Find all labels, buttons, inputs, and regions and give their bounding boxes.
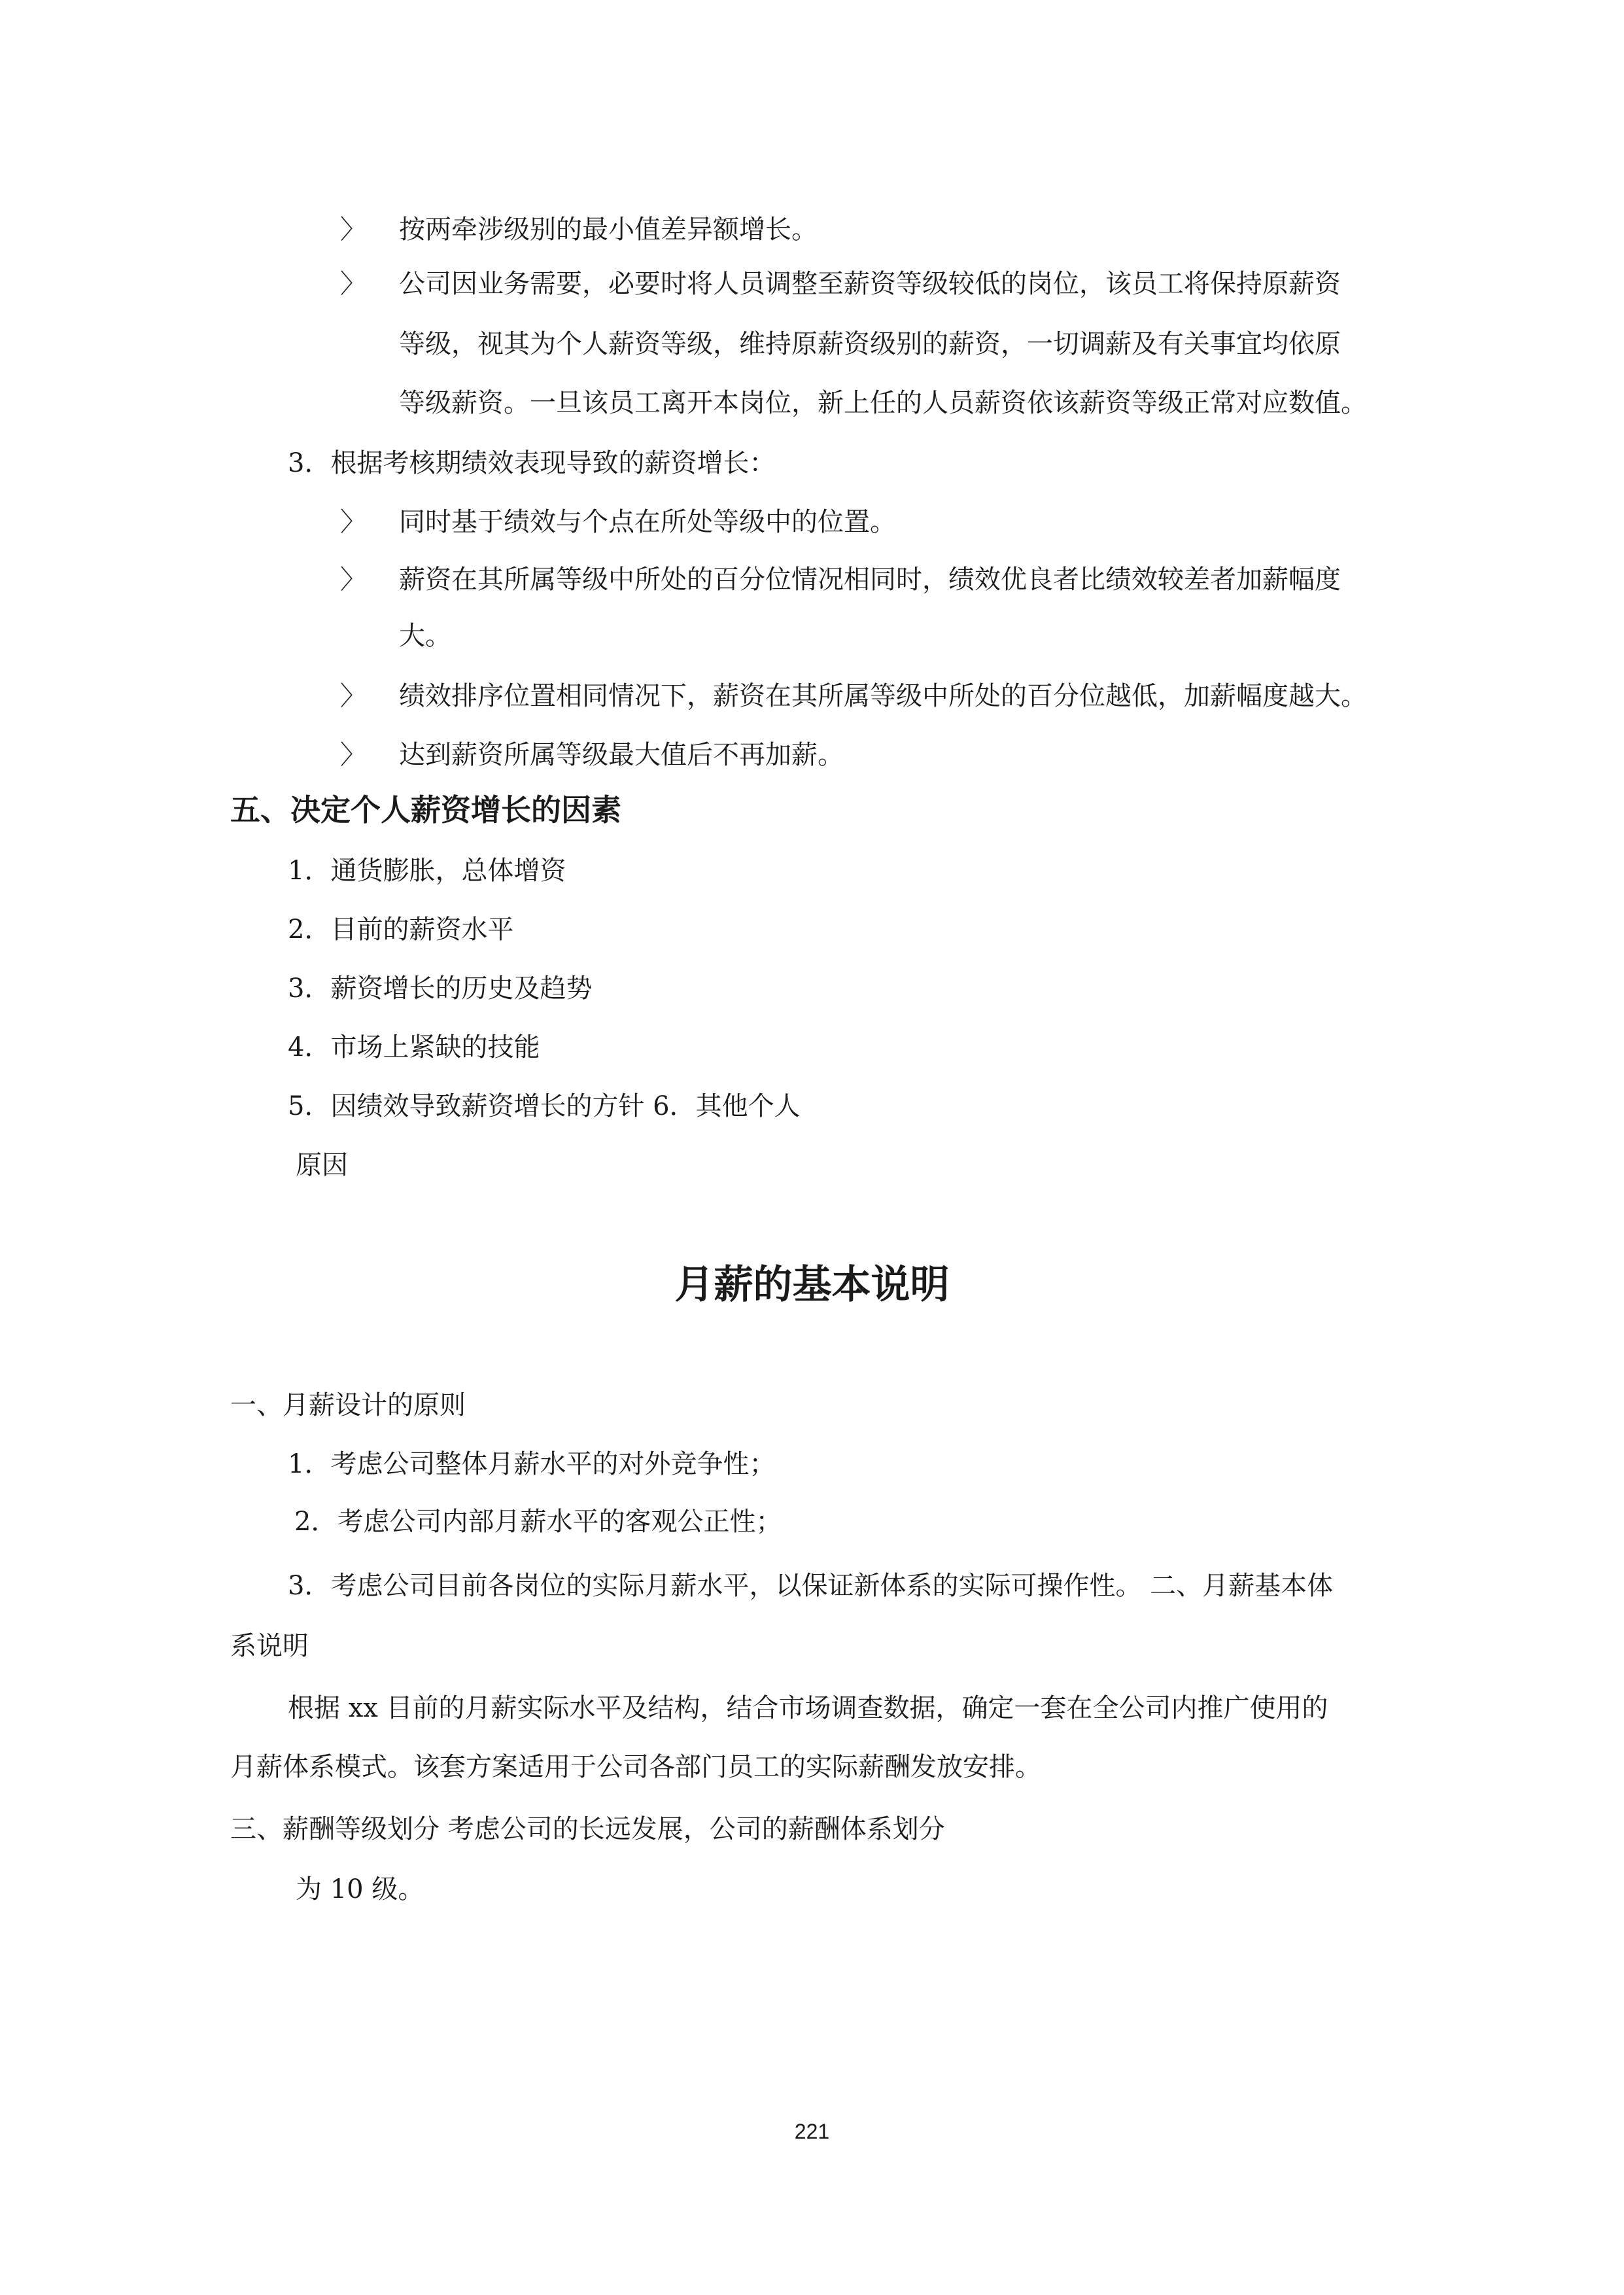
principle-item: 3．考虑公司目前各岗位的实际月薪水平，以保证新体系的实际可操作性。 二、月薪基本体: [288, 1571, 1334, 1601]
bullet-text: 同时基于绩效与个点在所处等级中的位置。: [399, 507, 896, 537]
bullet-marker: 〉: [340, 507, 366, 537]
bullet-text: 薪资在其所属等级中所处的百分位情况相同时，绩效优良者比绩效较差者加薪幅度: [399, 565, 1341, 595]
bullet-text-continued: 等级薪资。一旦该员工离开本岗位，新上任的人员薪资依该薪资等级正常对应数值。: [399, 388, 1367, 418]
bullet-marker: 〉: [340, 681, 366, 711]
bullet-text-continued: 大。: [399, 621, 451, 651]
page-number: 221: [794, 2120, 830, 2143]
section-heading: 三、薪酬等级划分 考虑公司的长远发展，公司的薪酬体系划分: [230, 1814, 945, 1844]
bullet-marker: 〉: [340, 269, 366, 299]
section-heading: 五、决定个人薪资增长的因素: [230, 792, 621, 828]
bullet-text: 绩效排序位置相同情况下，薪资在其所属等级中所处的百分位越低，加薪幅度越大。: [399, 681, 1367, 711]
factor-item-continued: 原因: [296, 1150, 348, 1180]
factor-item: 5．因绩效导致薪资增长的方针 6．其他个人: [288, 1091, 801, 1121]
section-heading: 一、月薪设计的原则: [230, 1390, 466, 1420]
numbered-item: 3．根据考核期绩效表现导致的薪资增长：: [288, 448, 776, 478]
factor-item: 1．通货膨胀，总体增资: [288, 856, 566, 886]
bullet-marker: 〉: [340, 215, 366, 245]
paragraph-continued: 系说明: [230, 1631, 309, 1661]
paragraph: 根据 xx 目前的月薪实际水平及结构，结合市场调查数据，确定一套在全公司内推广使用的: [288, 1693, 1328, 1723]
bullet-text: 达到薪资所属等级最大值后不再加薪。: [399, 740, 844, 770]
principle-item: 1．考虑公司整体月薪水平的对外竞争性；: [288, 1449, 776, 1479]
bullet-text: 公司因业务需要，必要时将人员调整至薪资等级较低的岗位，该员工将保持原薪资: [399, 269, 1341, 299]
paragraph-continued: 为 10 级。: [296, 1874, 424, 1904]
principle-item: 2．考虑公司内部月薪水平的客观公正性；: [294, 1507, 782, 1537]
paragraph-continued: 月薪体系模式。该套方案适用于公司各部门员工的实际薪酬发放安排。: [230, 1752, 1041, 1782]
bullet-marker: 〉: [340, 740, 366, 770]
factor-item: 3．薪资增长的历史及趋势: [288, 973, 593, 1004]
factor-item: 2．目前的薪资水平: [288, 915, 514, 945]
factor-item: 4．市场上紧缺的技能: [288, 1032, 540, 1062]
page-title: 月薪的基本说明: [674, 1262, 950, 1308]
bullet-marker: 〉: [340, 565, 366, 595]
bullet-text: 按两牵涉级别的最小值差异额增长。: [399, 215, 818, 245]
bullet-text-continued: 等级，视其为个人薪资等级，维持原薪资级别的薪资，一切调薪及有关事宜均依原: [399, 329, 1341, 359]
